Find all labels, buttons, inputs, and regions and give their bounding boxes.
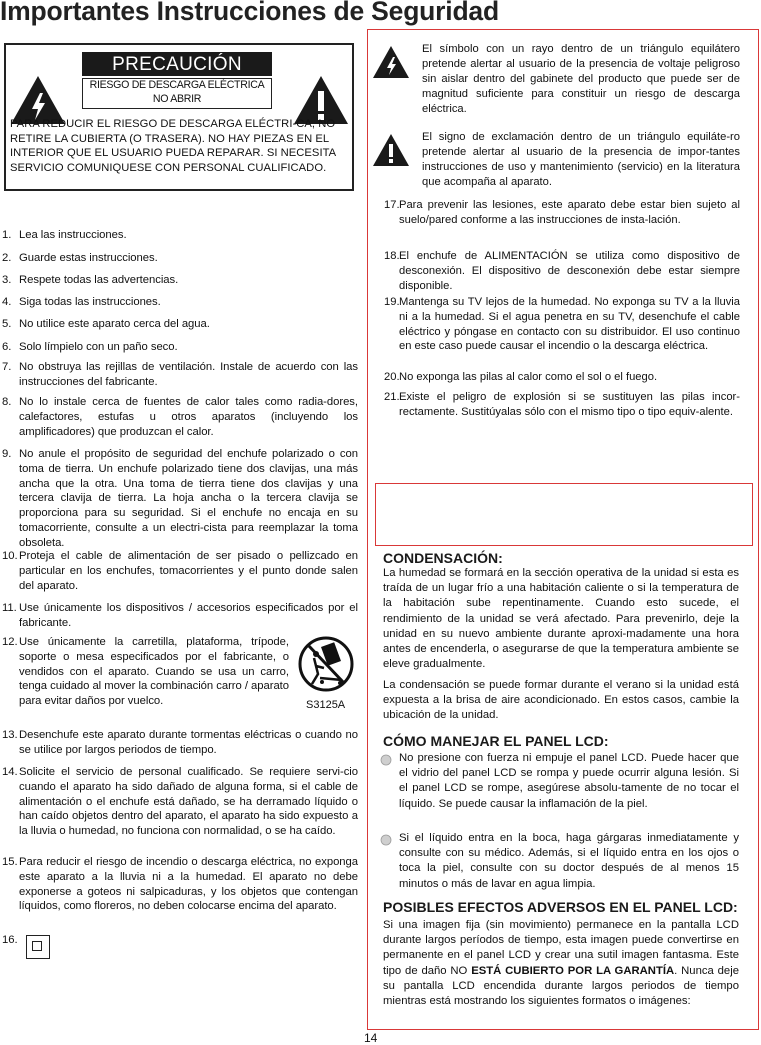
page-title: Importantes Instrucciones de Seguridad [0, 0, 499, 26]
cart-warning-icon [298, 630, 354, 702]
item-text: Para reducir el riesgo de incendio o descarga eléctrica, no exponga este aparato a la lluvia ni a la humedad. El aparato no debe exponerse a goteos ni salpicaduras, y los objetos que contengan líquidos, como floreros, no deben colocarse encima del aparato. [19, 856, 358, 913]
adverse-warranty-emphasis: ESTÁ CUBIERTO POR LA GARANTÍA [471, 964, 675, 977]
exclamation-warning-icon [372, 133, 410, 167]
lcd-handling-bullet-1: No presione con fuerza ni empuje el panel LCD. Puede hacer que el vidrio del panel LCD se rompa y puede ocurrir alguna lesión. Si el panel LCD se rompe, asegúrese absolu-tamente de no tocar el líquido. Se puede causar la inflamación de la piel. [399, 752, 739, 810]
item-text: Guarde estas instrucciones. [19, 252, 158, 264]
item-text: Use únicamente los dispositivos / accesorios especificados por el fabricante. [19, 602, 358, 629]
item-text: Desenchufe este aparato durante tormentas eléctricas o cuando no se utilice por largos periodos de tiempo. [19, 729, 358, 756]
item-number: 2. [2, 252, 12, 264]
item-number: 6. [2, 341, 12, 353]
item-text: No anule el propósito de seguridad del enchufe polarizado o con toma de tierra. Un enchufe polarizado tiene dos clavijas, una más ancha que la otra. Una toma de tierra tiene dos clavijas y una tercera clavija de tierra. La hoja ancha o la tercera clavija se proporciona para su seguridad. Si el enchufe no encaja en su tomacorriente, consulte a un electri-cista para reemplazar la toma obsoleta. [19, 448, 358, 549]
caution-box [4, 43, 354, 191]
condensation-paragraph-2: La condensación se puede formar durante el verano si la unidad está expuesta a la brisa de aire acondicionado. En estos casos, cambie la ubicación de la unidad. [383, 679, 739, 722]
condensation-paragraph-1: La humedad se formará en la sección operativa de la unidad si esta es traída de un lugar frío a una habitación caliente o si la temperatura de la habitación sube repentinamente. Cuando esto sucede, el rendimiento de la unidad se verá afectado. Para prevenirlo, deje la unidad en su nuevo ambiente durante aproxi-madamente una hora antes de encenderla, o asegurarse de que la temperatura ambiente se eleve gradualmente. [383, 567, 739, 671]
item-text: Solo límpielo con un paño seco. [19, 341, 178, 353]
item-number: 3. [2, 274, 12, 286]
adverse-text-b: . Nunca deje su pantalla LCD encendida durante largos periodos de tiempo mientras está mostrando los siguientes formatos o imágenes: [383, 964, 739, 1008]
bullet-icon [380, 754, 392, 766]
adverse-text-a: Si una imagen fija (sin movimiento) permanece en la pantalla LCD durante largos períodos de tiempo, esta imagen puede convertirse en permanente en el panel LCD y crear una sutil imagen fantasma. Este tipo de daño NO [383, 919, 739, 977]
caution-sub-line2: NO ABRIR [152, 92, 202, 105]
item-text: No utilice este aparato cerca del agua. [19, 318, 210, 330]
item-number: 9. [2, 448, 12, 460]
item-number: 1. [2, 229, 12, 241]
item-number: 7. [2, 361, 12, 373]
item-number: 17. [384, 199, 400, 211]
double-insulation-icon [26, 935, 50, 959]
item-number: 20. [384, 371, 400, 383]
empty-highlight-box [375, 483, 753, 546]
condensation-heading: CONDENSACIÓN: [383, 550, 503, 566]
adverse-effects-paragraph [383, 918, 739, 1009]
lightning-symbol-description: El símbolo con un rayo dentro de un triángulo equilátero pretende alertar al usuario de la presencia de voltaje peligroso sin aislar dentro del gabinete del producto que puede ser de magnitud suficiente para constituir un riesgo de descarga eléctrica. [422, 43, 740, 115]
item-number: 19. [384, 296, 400, 308]
item-number: 16. [2, 934, 18, 946]
item-number: 5. [2, 318, 12, 330]
caution-sub-line1: RIESGO DE DESCARGA ELÉCTRICA [89, 79, 265, 91]
item-text: No obstruya las rejillas de ventilación. Instale de acuerdo con las instrucciones del fabricante. [19, 361, 358, 388]
caution-subheading [82, 78, 272, 109]
item-number: 13. [2, 729, 18, 741]
page-number: 14 [364, 1031, 378, 1045]
item-number: 14. [2, 766, 18, 778]
item-text: Mantenga su TV lejos de la humedad. No exponga su TV a la lluvia ni a la humedad. Si el agua penetra en su TV, desenchufe el cable eléctrico y póngase en contacto con su distribuidor. El uso continuo en este caso puede causar el incendio o la descarga eléctrica. [399, 296, 740, 353]
caution-text: PARA REDUCIR EL RIESGO DE DESCARGA ELÉCTRI-CA, NO RETIRE LA CUBIERTA (O TRASERA). NO HAY PIEZAS EN EL INTERIOR QUE EL USUARIO PUEDA REPARAR. SI NECESITA SERVICIO COMUNIQUESE CON PERSONAL CUALIFICADO. [10, 118, 336, 174]
exclamation-symbol-description: El signo de exclamación dentro de un triángulo equiláte-ro pretende alertar al usuario de la presencia de impor-tantes instrucciones de uso y mantenimiento (servicio) en la literatura que acompaña al aparato. [422, 131, 740, 188]
item-text: Use únicamente la carretilla, plataforma, trípode, soporte o mesa especificados por el fabricante, o vendidos con el aparato. Cuando se usa un carro, tenga cuidado al mover la combinación carro / aparato para evitar daños por vuelco. [19, 636, 289, 708]
item-text: Proteja el cable de alimentación de ser pisado o pellizcado en particular en los enchufes, tomacorrientes y el punto donde salen del aparato. [19, 550, 358, 592]
caution-heading: PRECAUCIÓN [82, 52, 272, 76]
item-number: 21. [384, 391, 400, 403]
item-text: Respete todas las advertencias. [19, 274, 179, 286]
item-text: Siga todas las instrucciones. [19, 296, 161, 308]
item-number: 8. [2, 396, 12, 408]
adverse-effects-heading: POSIBLES EFECTOS ADVERSOS EN EL PANEL LCD: [383, 899, 738, 915]
lcd-handling-heading: CÓMO MANEJAR EL PANEL LCD: [383, 733, 609, 749]
item-text: Lea las instrucciones. [19, 229, 127, 241]
item-text: El enchufe de ALIMENTACIÓN se utiliza como dispositivo de desconexión. El dispositivo de desconexión debe estar siempre disponible. [399, 250, 740, 292]
item-text: Para prevenir las lesiones, este aparato debe estar bien sujeto al suelo/pared conforme a las instrucciones de insta-lación. [399, 199, 740, 226]
item-number: 11. [2, 602, 17, 614]
item-text: Existe el peligro de explosión si se sustituyen las pilas incor-rectamente. Sustitúyalas sólo con el mismo tipo o tipo equiv-alente. [399, 391, 740, 418]
item-number: 12. [2, 636, 18, 648]
lcd-handling-bullet-2: Si el líquido entra en la boca, haga gárgaras inmediatamente y consulte con su médico. Además, si el líquido entra en los ojos o toca la piel, consulte con su doctor después de al menos 15 minutos o más de lavar en agua limpia. [399, 832, 739, 890]
item-number: 4. [2, 296, 12, 308]
item-number: 18. [384, 250, 400, 262]
item-text: No lo instale cerca de fuentes de calor tales como radia-dores, calefactores, estufas u otros aparatos (incluyendo los amplificadores) que produzcan el calor. [19, 396, 358, 438]
item-number: 15. [2, 856, 18, 868]
bullet-icon [380, 834, 392, 846]
item-text: No exponga las pilas al calor como el sol o el fuego. [399, 371, 658, 383]
item-text: Solicite el servicio de personal cualificado. Se requiere servi-cio cuando el aparato ha sido dañado de alguna forma, si el cable de alimentación o el enchufe está dañado, se ha derramado líquido o han caído objetos dentro del aparato, el aparato ha sido expuesto a la lluvia o humedad, no funciona con normalidad, o se ha caído. [19, 766, 358, 838]
cart-code-label: S3125A [306, 699, 346, 711]
lightning-warning-icon [372, 45, 410, 79]
item-number: 10. [2, 550, 18, 562]
